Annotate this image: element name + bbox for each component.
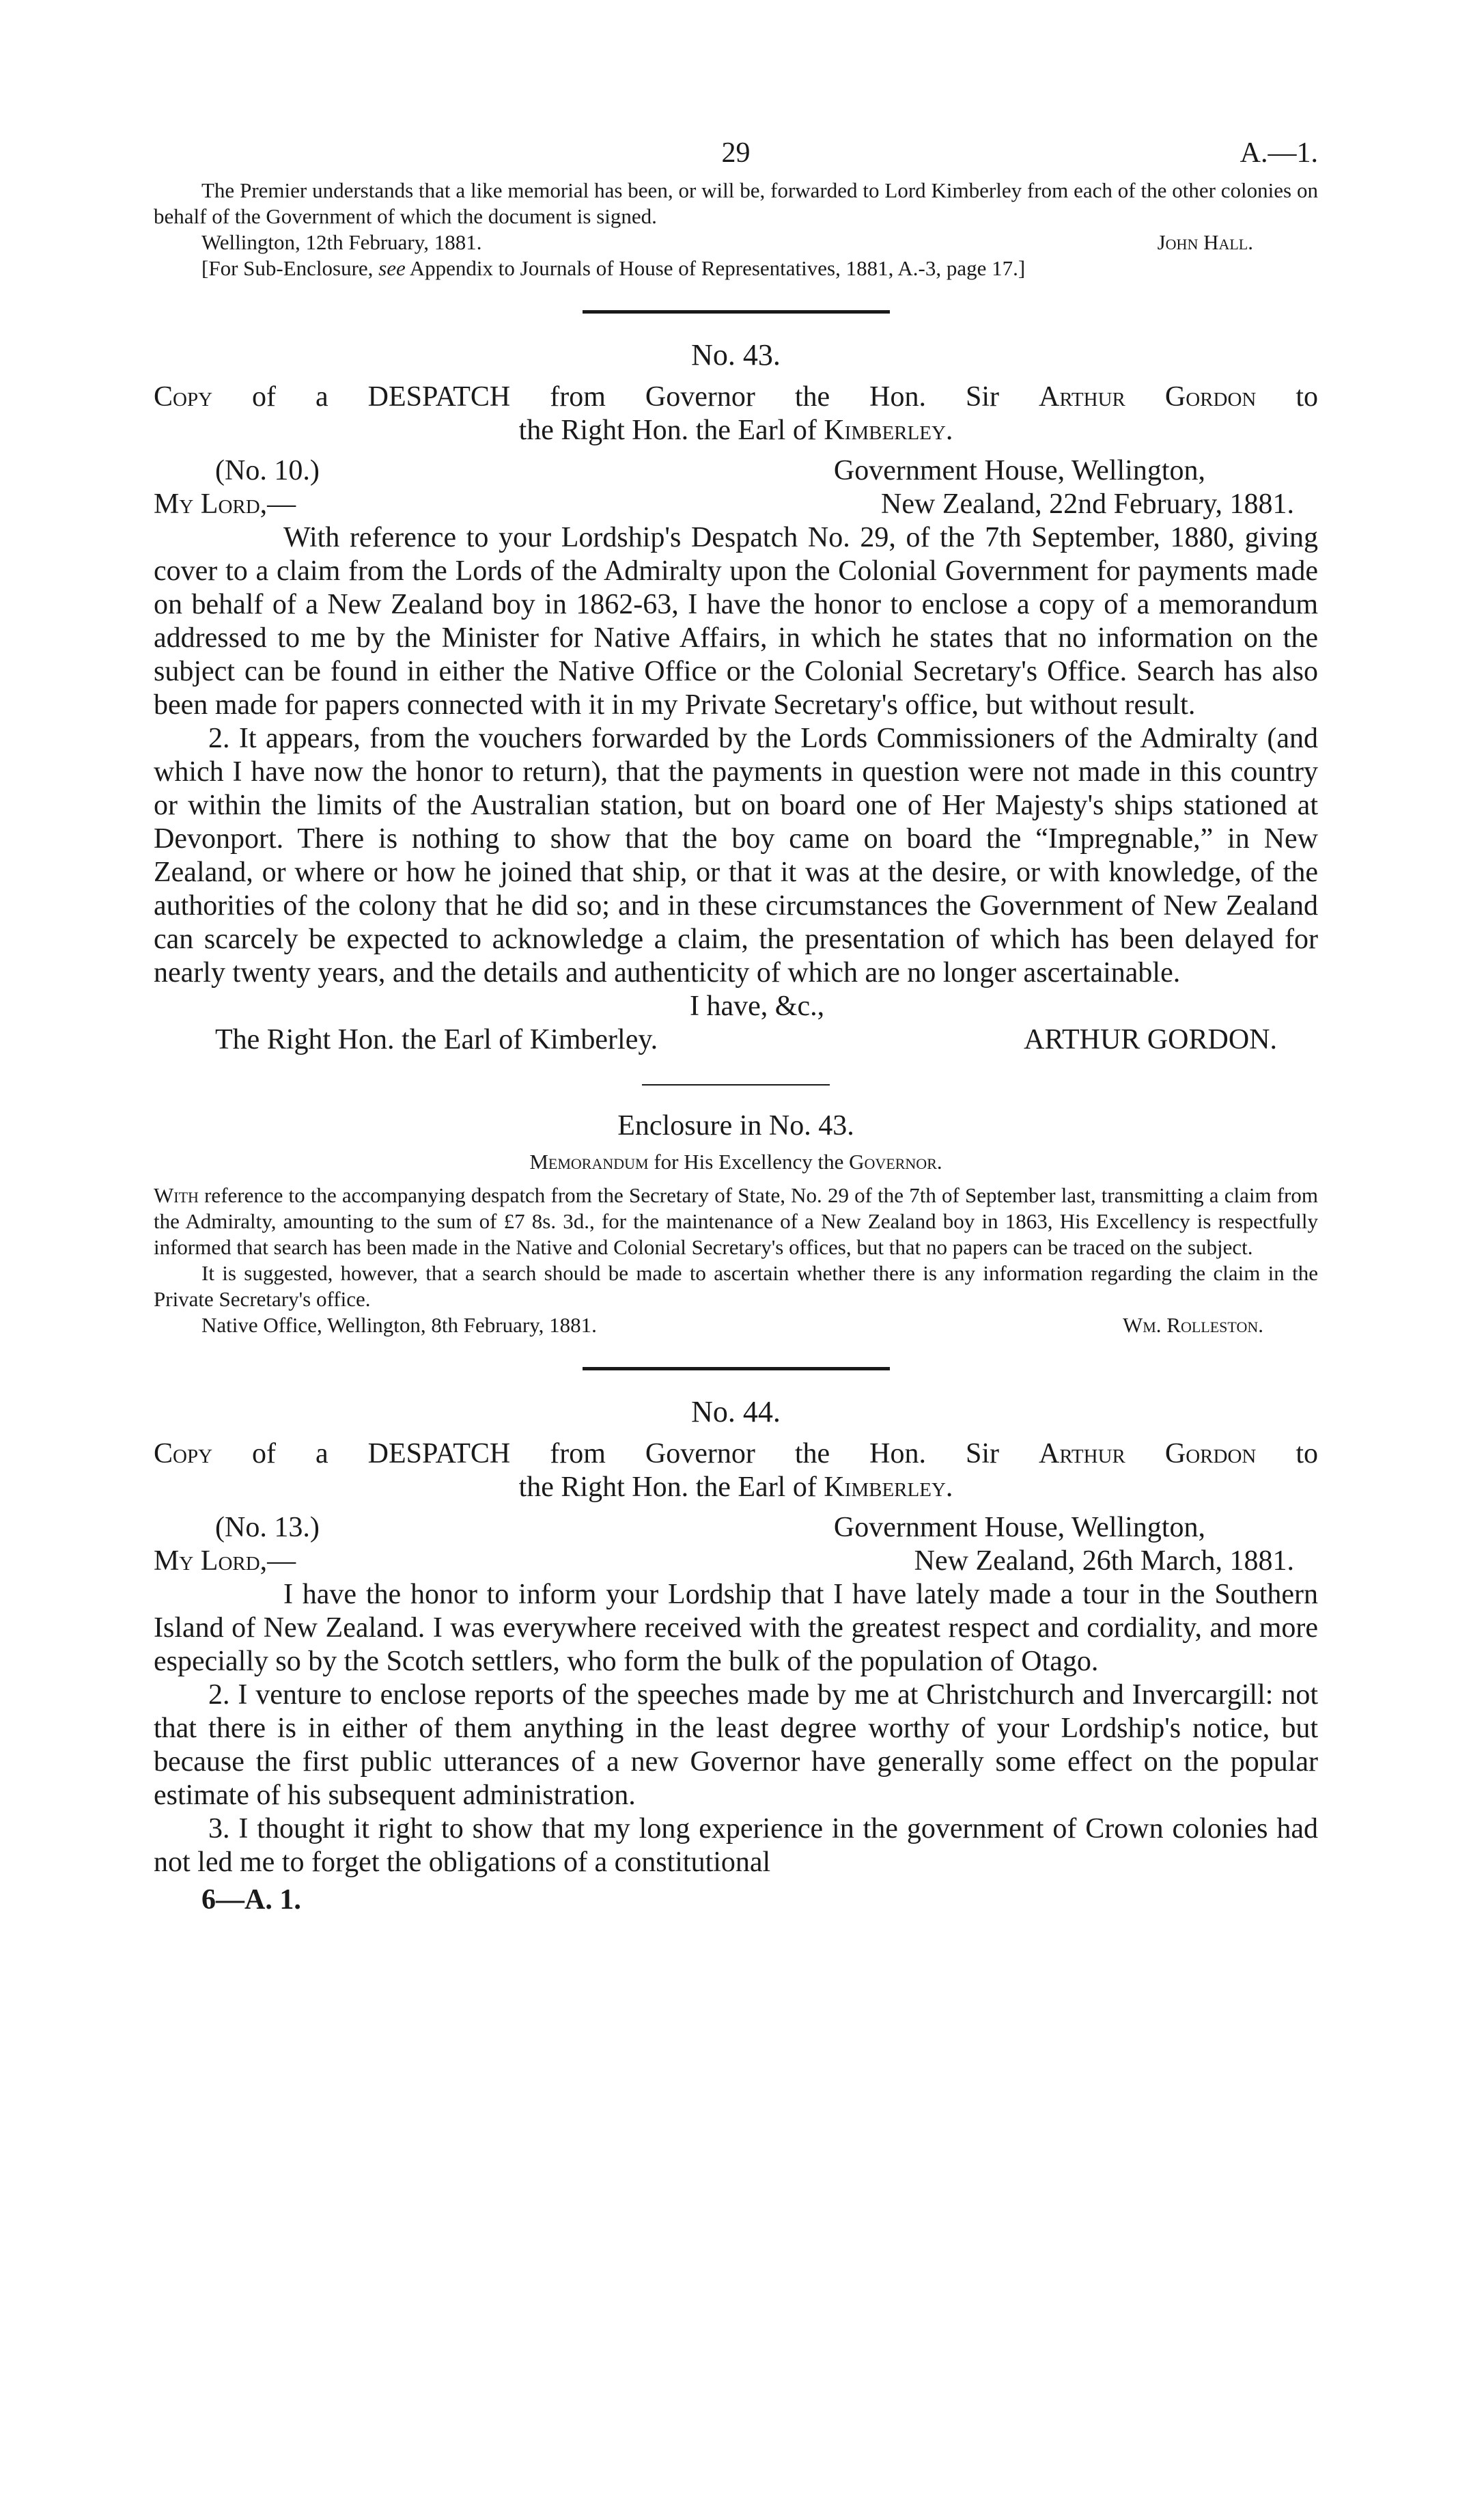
- salutation: My Lord,—: [154, 488, 296, 520]
- memorandum-heading: Memorandum for His Excellency the Governor.: [529, 1150, 942, 1174]
- despatch-44: [154, 1394, 1318, 1879]
- despatch-ref: (No. 13.): [215, 1512, 320, 1543]
- despatch-addressee: The Right Hon. the Earl of Kimberley.: [215, 1024, 658, 1055]
- page-number: 29: [721, 137, 751, 169]
- despatch-para-3: 3. I thought it right to show that my long experience in the government of Crown colonies had not led me to forget the obligations of a constitutional: [154, 1813, 1318, 1878]
- despatch-closing: I have, &c.,: [690, 991, 825, 1022]
- enclosure-title: Enclosure in No. 43.: [617, 1110, 854, 1142]
- document-page: [154, 137, 1318, 1916]
- despatch-title: Copy of a DESPATCH from Governor the Hon. Sir Arthur Gordon to the Right Hon. the Earl of Kimberley.: [154, 381, 1319, 446]
- enclosure-divider: [642, 1084, 830, 1086]
- despatch-body: [154, 1578, 1318, 1879]
- despatch-title: Copy of a DESPATCH from Governor the Hon. Sir Arthur Gordon to the Right Hon. the Earl of Kimberley.: [154, 1438, 1319, 1503]
- intro-paragraph: The Premier understands that a like memorial has been, or will be, forwarded to Lord Kimberley from each of the other colonies on behalf of the Government of which the document is signed.: [154, 178, 1318, 228]
- memorandum-para-1: With reference to the accompanying despatch from the Secretary of State, No. 29 of the 7th of September last, transmitting a claim from the Admiralty, amounting to the sum of £7 8s. 3d., for the maintenance of a New Zealand boy in 1863, His Excellency is respectfully informed that search has been made in the Native and Colonial Secretary's offices, but that no papers can be traced on the subject.: [154, 1183, 1318, 1259]
- address-line-1: Government House, Wellington,: [833, 455, 1205, 486]
- despatch-number: No. 43.: [691, 338, 781, 372]
- intro-signature: John Hall.: [1157, 230, 1253, 254]
- document-reference: A.—1.: [1240, 137, 1318, 169]
- intro-signoff: [154, 230, 1318, 255]
- signature-mark: 6—A. 1.: [201, 1884, 301, 1916]
- memorandum-place-date: Native Office, Wellington, 8th February, 1881.: [201, 1313, 597, 1337]
- address-line-1: Government House, Wellington,: [833, 1512, 1205, 1543]
- despatch-para-2: 2. It appears, from the vouchers forwarded by the Lords Commissioners of the Admiralty (and which I have now the honor to return), that the payments in question were not made in this country or within the limits of the Australian station, but on board one of Her Majesty's ships stationed at Devonport. There is nothing to show that the boy came on board the “Impregnable,” in New Zealand, or where or how he joined that ship, or that it was at the desire, or with knowledge, of the authorities of the colony that he did so; and in these circumstances the Government of New Zealand can scarcely be expected to acknowledge a claim, the presentation of which has been delayed for nearly twenty years, and the details and authenticity of which are no longer ascertainable.: [154, 723, 1318, 989]
- despatch-address: [154, 1511, 1318, 1578]
- despatch-43: [154, 337, 1318, 1057]
- despatch-body: [154, 521, 1318, 1057]
- despatch-address: [154, 454, 1318, 521]
- sub-enclosure-note: [For Sub-Enclosure, see Appendix to Journals of House of Representatives, 1881, A.-3, page 17.]: [201, 256, 1026, 280]
- salutation: My Lord,—: [154, 1545, 296, 1577]
- despatch-signature: ARTHUR GORDON.: [1024, 1024, 1277, 1055]
- memorandum-para-2: It is suggested, however, that a search should be made to ascertain whether there is any information regarding the claim in the Private Secretary's office.: [154, 1261, 1318, 1311]
- despatch-para-2: 2. I venture to enclose reports of the speeches made by me at Christchurch and Invercargill: not that there is in either of them anything in the least degree worthy of your Lordship's notice, but because the first public utterances of a new Governor have generally some effect on the popular estimate of his subsequent administration.: [154, 1679, 1318, 1811]
- memorandum-body: [154, 1183, 1318, 1338]
- despatch-para-1: With reference to your Lordship's Despatch No. 29, of the 7th September, 1880, giving cover to a claim from the Lords of the Admiralty upon the Colonial Government for payments made on behalf of a New Zealand boy in 1862-63, I have the honor to enclose a copy of a memorandum addressed to me by the Minister for Native Affairs, in which he states that no information on the subject can be found in either the Native Office or the Colonial Secretary's Office. Search has also been made for papers connected with it in my Private Secretary's office, but without result.: [154, 522, 1318, 721]
- intro-place-date: Wellington, 12th February, 1881.: [201, 230, 482, 254]
- memorandum-signature: Wm. Rolleston.: [1122, 1313, 1263, 1337]
- address-line-2: New Zealand, 22nd February, 1881.: [881, 488, 1294, 520]
- despatch-number: No. 44.: [691, 1395, 781, 1428]
- enclosure-43: [154, 1109, 1318, 1338]
- section-divider: [583, 310, 890, 314]
- intro-section: [154, 178, 1318, 281]
- address-line-2: New Zealand, 26th March, 1881.: [914, 1545, 1294, 1577]
- despatch-ref: (No. 10.): [215, 455, 320, 486]
- despatch-signoff: [154, 1023, 1318, 1057]
- section-divider-2: [583, 1367, 890, 1370]
- despatch-para-1: I have the honor to inform your Lordship that I have lately made a tour in the Southern Island of New Zealand. I was everywhere received with the greatest respect and cordiality, and more especially so by the Scotch settlers, who form the bulk of the population of Otago.: [154, 1579, 1318, 1677]
- page-header: [154, 137, 1318, 178]
- memorandum-signoff: [154, 1312, 1318, 1338]
